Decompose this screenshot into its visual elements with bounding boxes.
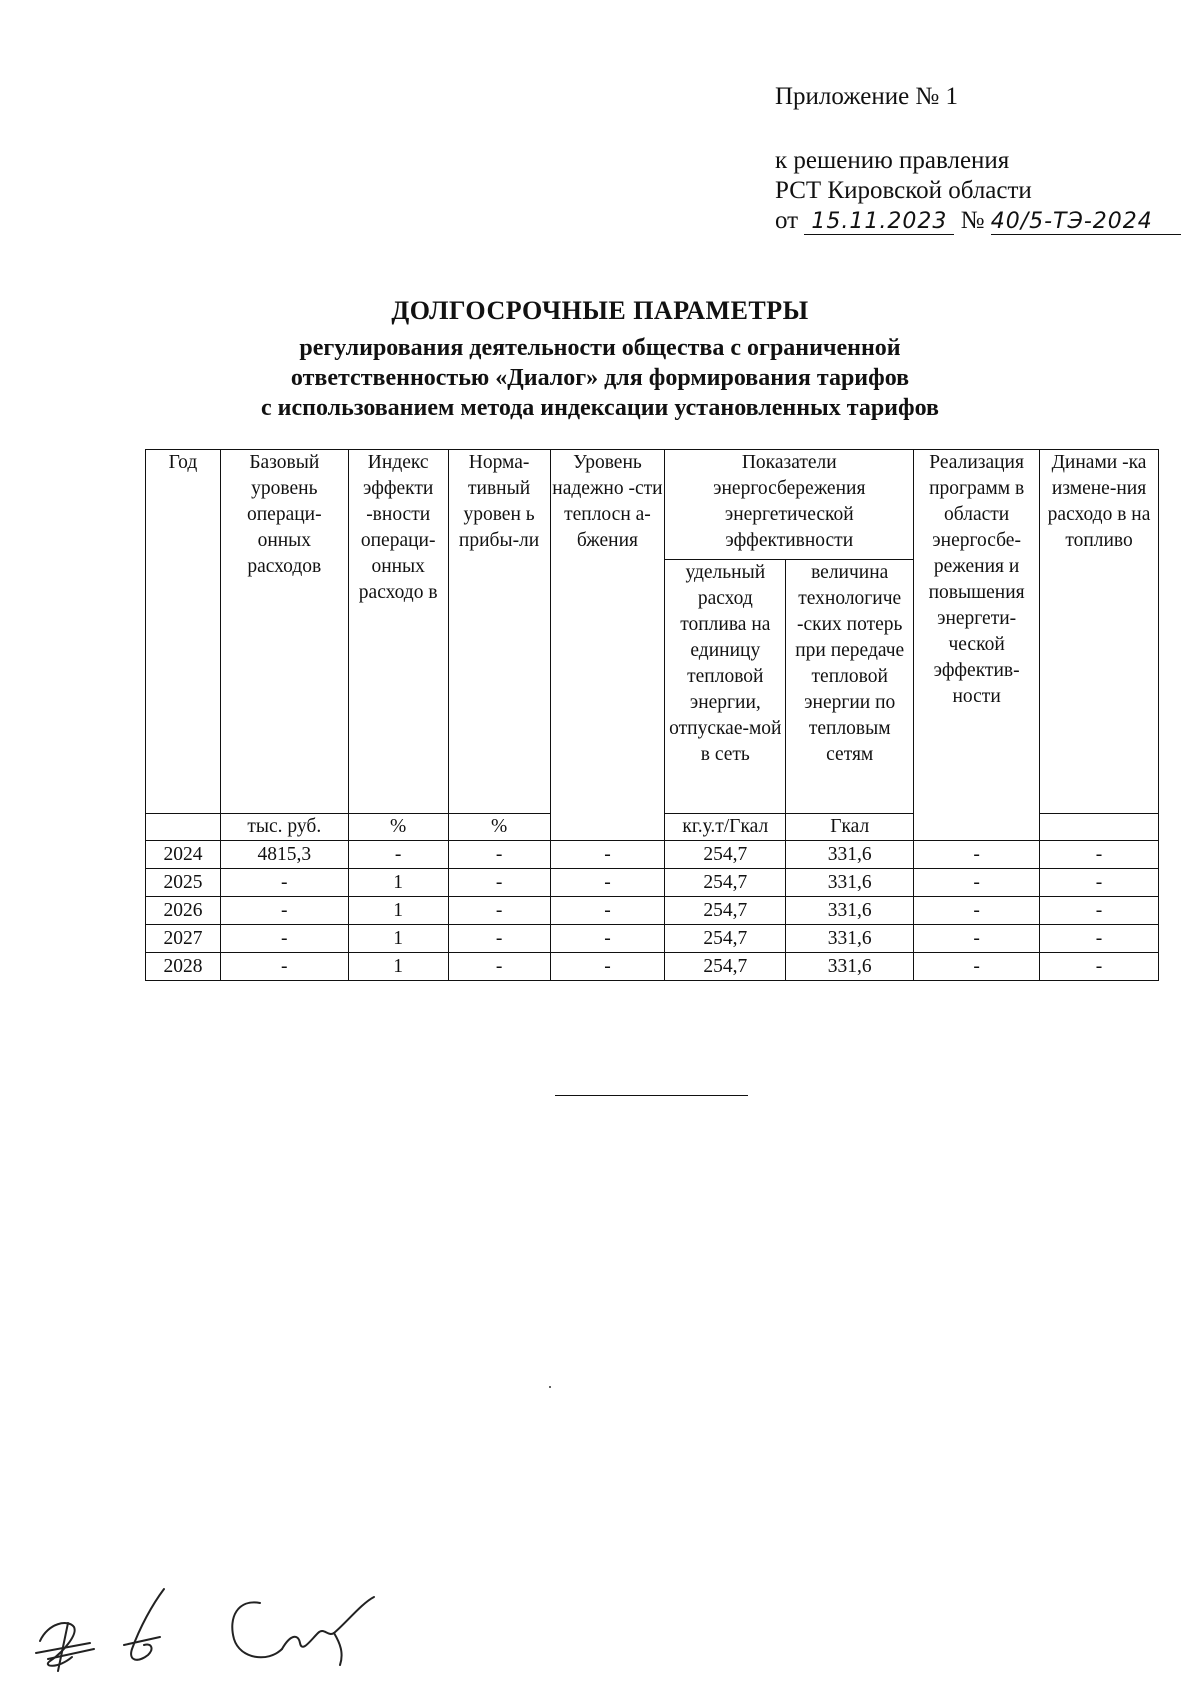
cell-reliability: - (550, 897, 665, 925)
decision-date: 15.11.2023 (804, 210, 954, 235)
cell-energy-programs: - (914, 841, 1040, 869)
end-divider (555, 1095, 748, 1096)
table-row (146, 953, 1159, 981)
header-year: Год (146, 450, 221, 814)
decision-line-3 (775, 206, 1181, 236)
cell-efficiency-index: - (348, 841, 448, 869)
cell-reliability: - (550, 953, 665, 981)
header-base-opex: Базовый уровень операци-онных расходов (220, 450, 348, 814)
cell-fuel-rate: 254,7 (665, 925, 786, 953)
cell-heat-losses: 331,6 (786, 925, 914, 953)
cell-heat-losses: 331,6 (786, 953, 914, 981)
header-energy-indicators: Показатели энергосбережения энергетической эффективности (665, 450, 914, 560)
header-profit-level: Норма-тивный уровен ь прибы-ли (448, 450, 550, 814)
attachment-label: Приложение № 1 (775, 83, 959, 110)
cell-profit-level: - (448, 841, 550, 869)
header-fuel-rate: удельный расход топлива на единицу тепловой энергии, отпускае-мой в сеть (665, 560, 786, 814)
document-subtitle (0, 333, 1200, 423)
cell-efficiency-index: 1 (348, 897, 448, 925)
header-energy-programs: Реализация программ в области энергосбе-режения и повышения энергети-ческой эффектив-ности (914, 450, 1040, 841)
header-heat-losses: величина технологиче -ских потерь при передаче тепловой энергии по тепловым сетям (786, 560, 914, 814)
cell-energy-programs: - (914, 925, 1040, 953)
cell-heat-losses: 331,6 (786, 897, 914, 925)
header-fuel-dynamics: Динами -ка измене-ния расходо в на топливо (1040, 450, 1159, 814)
decision-line-2: РСТ Кировской области (775, 177, 1032, 204)
cell-base-opex: - (220, 897, 348, 925)
decision-line-1: к решению правления (775, 147, 1010, 174)
scan-speck (549, 1386, 551, 1388)
decision-reference (775, 146, 1181, 236)
cell-year: 2027 (146, 925, 221, 953)
cell-fuel-dynamics: - (1040, 953, 1159, 981)
cell-profit-level: - (448, 897, 550, 925)
unit-base-opex: тыс. руб. (220, 814, 348, 841)
header-reliability: Уровень надежно -сти теплосн а-бжения (550, 450, 665, 841)
cell-reliability: - (550, 925, 665, 953)
cell-fuel-dynamics: - (1040, 897, 1159, 925)
cell-fuel-rate: 254,7 (665, 953, 786, 981)
cell-energy-programs: - (914, 953, 1040, 981)
decision-number: 40/5-ТЭ-2024 (991, 210, 1181, 235)
cell-year: 2028 (146, 953, 221, 981)
date-prefix: от (775, 207, 799, 234)
cell-profit-level: - (448, 869, 550, 897)
cell-base-opex: - (220, 925, 348, 953)
cell-profit-level: - (448, 953, 550, 981)
cell-fuel-dynamics: - (1040, 841, 1159, 869)
cell-reliability: - (550, 841, 665, 869)
cell-year: 2024 (146, 841, 221, 869)
cell-year: 2025 (146, 869, 221, 897)
cell-heat-losses: 331,6 (786, 841, 914, 869)
cell-fuel-rate: 254,7 (665, 869, 786, 897)
signature-two (282, 1597, 374, 1649)
cell-efficiency-index: 1 (348, 953, 448, 981)
header-efficiency-index: Индекс эффекти -вности операци-онных расходо в (348, 450, 448, 814)
unit-efficiency-index: % (348, 814, 448, 841)
cell-base-opex: - (220, 869, 348, 897)
subtitle-line-3: с использованием метода индексации установленных тарифов (261, 395, 939, 421)
cell-fuel-dynamics: - (1040, 925, 1159, 953)
cell-fuel-dynamics: - (1040, 869, 1159, 897)
signature-one (131, 1589, 164, 1660)
cell-efficiency-index: 1 (348, 925, 448, 953)
unit-year (146, 814, 221, 841)
table-row (146, 869, 1159, 897)
table-row (146, 841, 1159, 869)
unit-fuel-dynamics (1040, 814, 1159, 841)
unit-fuel-rate: кг.у.т/Гкал (665, 814, 786, 841)
document-title: ДОЛГОСРОЧНЫЕ ПАРАМЕТРЫ (391, 296, 809, 325)
unit-heat-losses: Гкал (786, 814, 914, 841)
signature-two (334, 1633, 342, 1665)
initials-mark (40, 1623, 75, 1666)
cell-reliability: - (550, 869, 665, 897)
parameters-table (145, 449, 1159, 981)
cell-energy-programs: - (914, 897, 1040, 925)
cell-fuel-rate: 254,7 (665, 841, 786, 869)
cell-profit-level: - (448, 925, 550, 953)
cell-heat-losses: 331,6 (786, 869, 914, 897)
cell-base-opex: - (220, 953, 348, 981)
signature-one (124, 1637, 160, 1645)
cell-efficiency-index: 1 (348, 869, 448, 897)
subtitle-line-2: ответственностью «Диалог» для формирования тарифов (290, 365, 910, 391)
handwritten-signatures (28, 1583, 388, 1678)
cell-fuel-rate: 254,7 (665, 897, 786, 925)
cell-energy-programs: - (914, 869, 1040, 897)
table-row (146, 925, 1159, 953)
cell-base-opex: 4815,3 (220, 841, 348, 869)
cell-year: 2026 (146, 897, 221, 925)
unit-profit-level: % (448, 814, 550, 841)
table-row (146, 897, 1159, 925)
signature-two (232, 1602, 282, 1657)
subtitle-line-1: регулирования деятельности общества с ограниченной (299, 335, 901, 361)
number-prefix: № (960, 207, 985, 234)
